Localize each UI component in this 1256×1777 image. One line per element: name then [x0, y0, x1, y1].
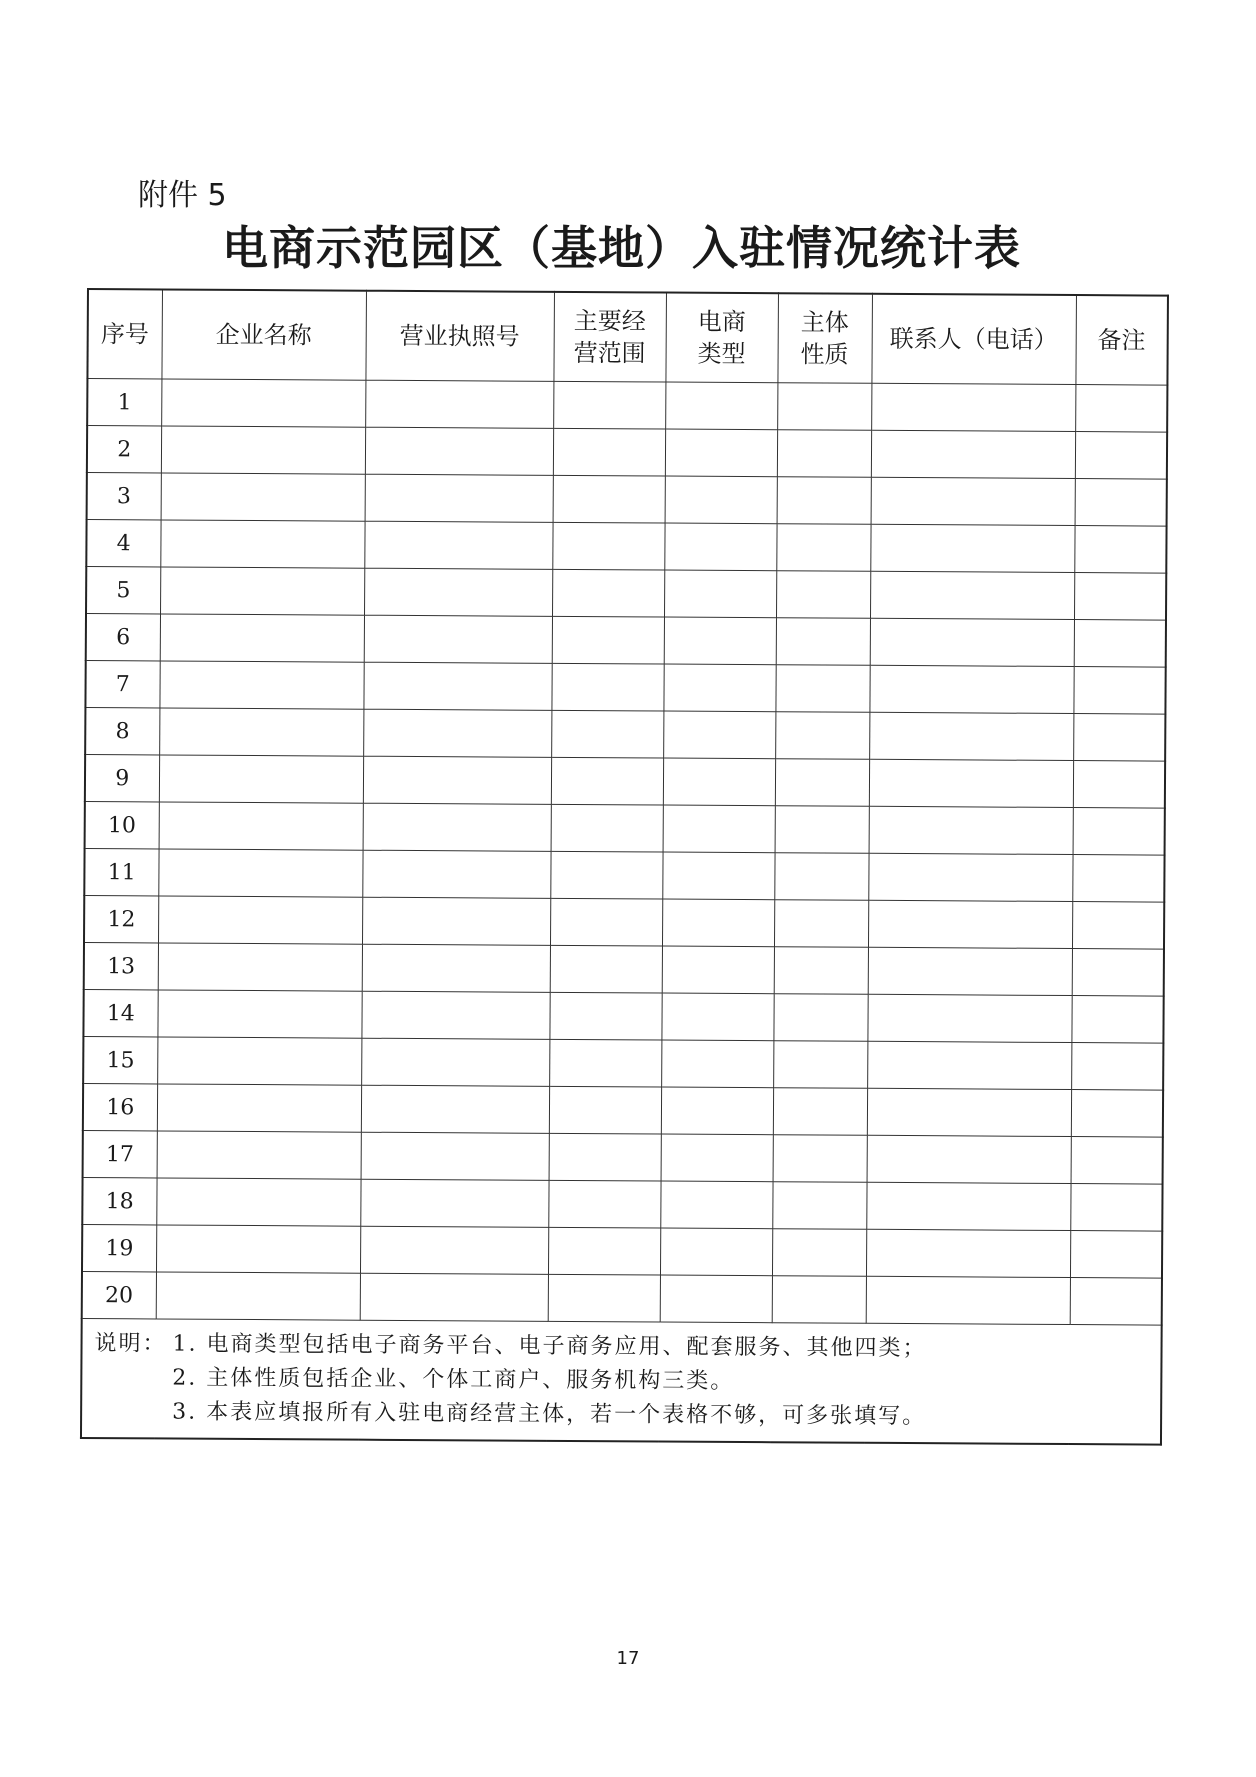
license-number-cell	[363, 803, 551, 851]
business-scope-cell	[549, 1133, 661, 1181]
remarks-cell	[1072, 855, 1164, 903]
ecommerce-type-cell	[662, 899, 774, 947]
company-name-cell	[161, 426, 365, 474]
ecommerce-type-cell	[664, 523, 776, 571]
header-business-scope: 主要经 营范围	[553, 292, 666, 382]
table-row	[84, 848, 1164, 902]
business-scope-cell	[553, 428, 665, 476]
contact-cell	[869, 712, 1073, 760]
remarks-cell	[1075, 479, 1167, 527]
table-row	[87, 473, 1167, 527]
business-scope-cell	[549, 1086, 661, 1134]
entity-nature-cell	[777, 383, 871, 431]
remarks-cell	[1071, 1043, 1163, 1091]
contact-cell	[867, 1135, 1071, 1183]
remarks-cell	[1071, 996, 1163, 1044]
ecommerce-type-cell	[661, 1087, 773, 1135]
table-row	[85, 801, 1165, 855]
company-name-cell	[159, 755, 363, 803]
business-scope-cell	[549, 992, 661, 1040]
ecommerce-type-cell	[664, 617, 776, 665]
contact-cell	[871, 430, 1075, 478]
remarks-cell	[1070, 1278, 1162, 1326]
table-row	[86, 567, 1166, 621]
header-license-number: 营业执照号	[365, 291, 554, 382]
ecommerce-type-cell	[663, 711, 775, 759]
table-row	[84, 942, 1164, 996]
entity-nature-cell	[773, 1041, 867, 1089]
row-number: 14	[83, 989, 157, 1036]
company-name-cell	[161, 379, 365, 427]
business-scope-cell	[548, 1227, 660, 1275]
contact-cell	[869, 806, 1073, 854]
company-name-cell	[157, 1084, 361, 1132]
statistics-table	[80, 288, 1169, 1446]
business-scope-cell	[548, 1274, 660, 1322]
company-name-cell	[158, 943, 362, 991]
table-row	[85, 660, 1165, 714]
business-scope-cell	[551, 757, 663, 805]
table-row	[82, 1224, 1162, 1278]
row-number: 2	[87, 426, 161, 473]
ecommerce-type-cell	[665, 429, 777, 477]
ecommerce-type-cell	[661, 993, 773, 1041]
license-number-cell	[361, 1038, 549, 1086]
row-number: 5	[86, 567, 160, 614]
company-name-cell	[160, 567, 364, 615]
ecommerce-type-cell	[662, 946, 774, 994]
table-row	[83, 1036, 1163, 1090]
row-number: 1	[87, 379, 161, 426]
table-row	[82, 1177, 1162, 1231]
license-number-cell	[363, 662, 551, 710]
business-scope-cell	[552, 522, 664, 570]
remarks-cell	[1075, 432, 1167, 480]
remarks-cell	[1075, 385, 1167, 433]
form-table-container	[80, 288, 1167, 1446]
license-number-cell	[364, 568, 552, 616]
row-number: 11	[84, 848, 158, 895]
license-number-cell	[365, 427, 553, 475]
business-scope-cell	[550, 945, 662, 993]
table-row	[87, 379, 1167, 433]
ecommerce-type-cell	[662, 852, 774, 900]
business-scope-cell	[552, 616, 664, 664]
row-number: 19	[82, 1224, 156, 1271]
remarks-cell	[1071, 1090, 1163, 1138]
business-scope-cell	[548, 1180, 660, 1228]
ecommerce-type-cell	[663, 805, 775, 853]
company-name-cell	[156, 1225, 360, 1273]
business-scope-cell	[552, 569, 664, 617]
entity-nature-cell	[777, 477, 871, 525]
row-number: 20	[82, 1271, 156, 1318]
table-row	[83, 1083, 1163, 1137]
license-number-cell	[360, 1226, 548, 1274]
ecommerce-type-cell	[665, 476, 777, 524]
company-name-cell	[158, 896, 362, 944]
note-item-2: 2. 主体性质包括企业、个体工商户、服务机构三类。	[172, 1365, 735, 1394]
entity-nature-cell	[774, 947, 868, 995]
row-number: 9	[85, 754, 159, 801]
note-item-1: 1. 电商类型包括电子商务平台、电子商务应用、配套服务、其他四类；	[172, 1331, 927, 1362]
ecommerce-type-cell	[663, 758, 775, 806]
header-ecommerce-type: 电商 类型	[665, 293, 778, 383]
business-scope-cell	[553, 475, 665, 523]
row-number: 8	[85, 707, 159, 754]
table-row	[84, 895, 1164, 949]
entity-nature-cell	[776, 571, 870, 619]
license-number-cell	[364, 521, 552, 569]
entity-nature-cell	[772, 1276, 866, 1324]
row-number: 18	[82, 1177, 156, 1224]
header-entity-nature: 主体 性质	[777, 293, 872, 383]
row-number: 10	[85, 801, 159, 848]
contact-cell	[871, 383, 1075, 431]
company-name-cell	[157, 1131, 361, 1179]
company-name-cell	[159, 802, 363, 850]
entity-nature-cell	[773, 1088, 867, 1136]
contact-cell	[870, 571, 1074, 619]
row-number: 12	[84, 895, 158, 942]
license-number-cell	[363, 709, 551, 757]
row-number: 3	[87, 473, 161, 520]
remarks-cell	[1072, 902, 1164, 950]
ecommerce-type-cell	[661, 1134, 773, 1182]
table-row	[86, 614, 1166, 668]
ecommerce-type-cell	[665, 382, 777, 430]
contact-cell	[870, 524, 1074, 572]
remarks-cell	[1073, 667, 1165, 715]
contact-cell	[866, 1182, 1070, 1230]
company-name-cell	[161, 473, 365, 521]
table-row	[83, 1130, 1163, 1184]
ecommerce-type-cell	[660, 1181, 772, 1229]
contact-cell	[868, 947, 1072, 995]
header-company-name: 企业名称	[161, 289, 366, 380]
row-number: 17	[83, 1130, 157, 1177]
contact-cell	[871, 477, 1075, 525]
company-name-cell	[157, 990, 361, 1038]
entity-nature-cell	[775, 806, 869, 854]
company-name-cell	[160, 520, 364, 568]
license-number-cell	[365, 380, 553, 428]
entity-nature-cell	[776, 524, 870, 572]
business-scope-cell	[550, 898, 662, 946]
entity-nature-cell	[775, 759, 869, 807]
license-number-cell	[360, 1179, 548, 1227]
business-scope-cell	[550, 851, 662, 899]
remarks-cell	[1074, 526, 1166, 574]
license-number-cell	[360, 1273, 548, 1321]
header-row	[87, 289, 1168, 385]
remarks-cell	[1073, 761, 1165, 809]
table-row	[86, 520, 1166, 574]
contact-cell	[866, 1276, 1070, 1324]
contact-cell	[868, 900, 1072, 948]
business-scope-cell	[553, 381, 665, 429]
company-name-cell	[156, 1272, 360, 1320]
header-remarks: 备注	[1075, 295, 1168, 385]
entity-nature-cell	[773, 1135, 867, 1183]
remarks-cell	[1074, 573, 1166, 621]
business-scope-cell	[549, 1039, 661, 1087]
contact-cell	[870, 618, 1074, 666]
contact-cell	[869, 759, 1073, 807]
row-number: 6	[86, 614, 160, 661]
license-number-cell	[361, 1085, 549, 1133]
business-scope-cell	[551, 663, 663, 711]
entity-nature-cell	[775, 665, 869, 713]
entity-nature-cell	[774, 900, 868, 948]
business-scope-cell	[551, 710, 663, 758]
note-item-3: 3. 本表应填报所有入驻电商经营主体，若一个表格不够，可多张填写。	[172, 1399, 927, 1430]
page-title: 电商示范园区（基地）入驻情况统计表	[222, 221, 1021, 275]
license-number-cell	[364, 615, 552, 663]
company-name-cell	[156, 1178, 360, 1226]
table-row	[85, 707, 1165, 761]
license-number-cell	[362, 850, 550, 898]
entity-nature-cell	[772, 1229, 866, 1277]
contact-cell	[867, 1088, 1071, 1136]
header-contact: 联系人（电话）	[871, 294, 1076, 385]
company-name-cell	[159, 661, 363, 709]
company-name-cell	[159, 708, 363, 756]
company-name-cell	[160, 614, 364, 662]
contact-cell	[867, 1041, 1071, 1089]
row-number: 7	[85, 660, 159, 707]
entity-nature-cell	[772, 1182, 866, 1230]
ecommerce-type-cell	[660, 1228, 772, 1276]
table-row	[83, 989, 1163, 1043]
ecommerce-type-cell	[663, 664, 775, 712]
ecommerce-type-cell	[660, 1275, 772, 1323]
notes-label: 说明：	[94, 1331, 167, 1357]
notes-row	[81, 1318, 1162, 1444]
license-number-cell	[362, 944, 550, 992]
remarks-cell	[1071, 1137, 1163, 1185]
entity-nature-cell	[777, 430, 871, 478]
contact-cell	[866, 1229, 1070, 1277]
page-number: 17	[616, 1648, 640, 1669]
remarks-cell	[1070, 1231, 1162, 1279]
entity-nature-cell	[773, 994, 867, 1042]
entity-nature-cell	[776, 618, 870, 666]
row-number: 15	[83, 1036, 157, 1083]
remarks-cell	[1074, 620, 1166, 668]
license-number-cell	[361, 1132, 549, 1180]
remarks-cell	[1072, 949, 1164, 997]
contact-cell	[869, 665, 1073, 713]
row-number: 4	[86, 520, 160, 567]
notes-cell	[81, 1318, 1162, 1444]
license-number-cell	[365, 474, 553, 522]
entity-nature-cell	[774, 853, 868, 901]
company-name-cell	[157, 1037, 361, 1085]
contact-cell	[867, 994, 1071, 1042]
company-name-cell	[158, 849, 362, 897]
notes-list	[172, 1328, 927, 1435]
entity-nature-cell	[775, 712, 869, 760]
attachment-label: 附件 5	[138, 178, 227, 213]
table-row	[82, 1271, 1162, 1325]
ecommerce-type-cell	[664, 570, 776, 618]
ecommerce-type-cell	[661, 1040, 773, 1088]
row-number: 16	[83, 1083, 157, 1130]
header-seq: 序号	[87, 289, 162, 379]
license-number-cell	[362, 897, 550, 945]
remarks-cell	[1073, 808, 1165, 856]
remarks-cell	[1073, 714, 1165, 762]
row-number: 13	[84, 942, 158, 989]
contact-cell	[868, 853, 1072, 901]
business-scope-cell	[551, 804, 663, 852]
table-row	[85, 754, 1165, 808]
table-row	[87, 426, 1167, 480]
license-number-cell	[363, 756, 551, 804]
license-number-cell	[361, 991, 549, 1039]
remarks-cell	[1070, 1184, 1162, 1232]
